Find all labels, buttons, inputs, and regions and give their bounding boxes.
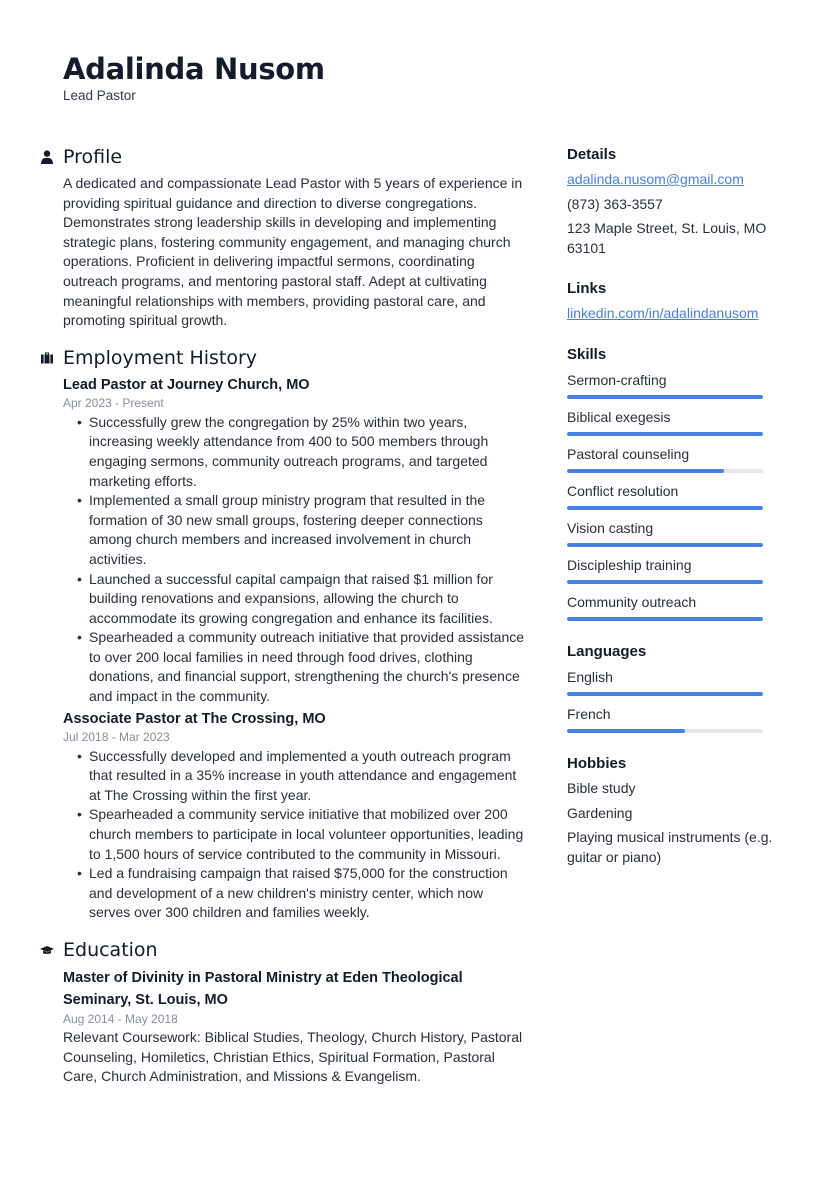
skill-label: Pastoral counseling: [567, 445, 690, 462]
skill-item: [567, 370, 782, 399]
briefcase-icon: [40, 351, 54, 365]
details-block: [567, 146, 782, 258]
skill-level-fill: [567, 543, 763, 547]
employment-heading: Employment History: [63, 346, 258, 369]
degree-date: Aug 2014 - May 2018: [63, 1012, 178, 1026]
skill-item: [567, 592, 782, 621]
languages-heading: Languages: [567, 642, 647, 660]
language-level-bar: [567, 692, 763, 696]
phone-number: (873) 363-3557: [567, 195, 663, 212]
job-date: Jul 2018 - Mar 2023: [63, 729, 170, 744]
language-level-bar: [567, 729, 763, 733]
language-item: [567, 667, 782, 696]
hobby-item: Gardening: [567, 804, 633, 821]
language-level-fill: [567, 729, 685, 733]
skill-level-bar: [567, 543, 763, 547]
languages-block: [567, 643, 782, 733]
job-date: Apr 2023 - Present: [63, 395, 164, 410]
job-bullet: • Implemented a small group ministry program that resulted in the formation of 30 new small groups, fostering deeper connections among church members and increased involvement in church activities.: [77, 491, 525, 569]
skill-label: Discipleship training: [567, 556, 692, 573]
skill-level-bar: [567, 432, 763, 436]
job-entry: [63, 375, 525, 707]
skill-level-fill: [567, 395, 763, 399]
skill-level-bar: [567, 617, 763, 621]
graduation-cap-icon: [40, 943, 54, 957]
skill-label: Biblical exegesis: [567, 408, 671, 425]
skill-level-fill: [567, 580, 763, 584]
profile-heading: Profile: [63, 146, 123, 168]
employment-section: [40, 347, 525, 923]
skill-item: [567, 444, 782, 473]
email-link[interactable]: adalinda.nusom@gmail.com: [567, 171, 744, 187]
language-label: French: [567, 705, 611, 722]
skill-label: Sermon-crafting: [567, 371, 667, 388]
skill-item: [567, 481, 782, 510]
job-bullet: • Successfully developed and implemented a youth outreach program that resulted in a 35% increase in youth attendance and engagement at The Crossing within the first year.: [77, 747, 525, 806]
hobby-item: Playing musical instruments (e.g. guitar or piano): [567, 829, 773, 865]
skill-level-bar: [567, 469, 763, 473]
job-bullet: • Launched a successful capital campaign that raised $1 million for building renovations and expansions, allowing the church to accommodate its growing congregation and enhance its facilities.: [77, 570, 525, 629]
skill-level-fill: [567, 617, 763, 621]
candidate-role: Lead Pastor: [63, 88, 136, 103]
skill-label: Conflict resolution: [567, 482, 679, 499]
education-heading: Education: [63, 939, 158, 961]
skills-heading: Skills: [567, 345, 607, 363]
coursework: Relevant Coursework: Biblical Studies, Theology, Church History, Pastoral Counseling, Homiletics, Christian Ethics, Spiritual Formation, Pastoral Care, Church Administration, and Missions & Evangelism.: [63, 1029, 523, 1085]
job-bullet: • Spearheaded a community service initiative that mobilized over 200 church members to participate in local volunteer opportunities, leading to 1,500 hours of service contributed to the community in Missouri.: [77, 805, 525, 864]
language-label: English: [567, 668, 613, 685]
skill-level-fill: [567, 506, 763, 510]
skill-item: [567, 518, 782, 547]
profile-section: [40, 146, 525, 331]
job-bullet: • Spearheaded a community outreach initiative that provided assistance to over 200 local families in need through food drives, clothing donations, and financial support, strengthening the church's presence and impact in the community.: [77, 628, 525, 706]
degree-title: Master of Divinity in Pastoral Ministry at Eden Theological Seminary, St. Louis, MO: [63, 970, 463, 1008]
hobbies-heading: Hobbies: [567, 754, 627, 772]
profile-summary: A dedicated and compassionate Lead Pastor with 5 years of experience in providing spiritual guidance and direction to diverse congregations. Demonstrates strong leadership skills in developing and implementing strategic plans, fostering community engagement, and managing church operations. Proficient in delivering impactful sermons, coordinating outreach programs, and mentoring pastoral staff. Adept at cultivating meaningful relationships with members, providing pastoral care, and promoting spiritual growth.: [63, 175, 523, 329]
links-block: [567, 280, 782, 324]
skill-level-fill: [567, 469, 724, 473]
skill-level-bar: [567, 395, 763, 399]
language-level-fill: [567, 692, 763, 696]
resume-header: [63, 52, 325, 103]
address: 123 Maple Street, St. Louis, MO 63101: [567, 220, 767, 256]
linkedin-link[interactable]: linkedin.com/in/adalindanusom: [567, 305, 759, 322]
skills-block: [567, 346, 782, 621]
skill-label: Vision casting: [567, 519, 654, 536]
skill-item: [567, 407, 782, 436]
hobbies-block: [567, 755, 782, 867]
language-item: [567, 704, 782, 733]
links-heading: Links: [567, 280, 607, 298]
skill-label: Community outreach: [567, 593, 697, 610]
skill-level-fill: [567, 432, 763, 436]
job-title: Associate Pastor at The Crossing, MO: [63, 710, 326, 727]
sidebar: [567, 146, 782, 889]
job-entry: [63, 709, 525, 923]
skill-level-bar: [567, 580, 763, 584]
main-column: [40, 146, 525, 1103]
person-icon: [40, 150, 54, 164]
job-bullet: • Successfully grew the congregation by 25% within two years, increasing weekly attendance from 400 to 500 members through engaging sermons, community outreach programs, and targeted marketing efforts.: [77, 413, 525, 491]
job-bullet: • Led a fundraising campaign that raised $75,000 for the construction and development of a new children's ministry center, which now serves over 300 children and families weekly.: [77, 864, 525, 923]
details-heading: Details: [567, 146, 617, 163]
hobby-item: Bible study: [567, 779, 636, 796]
skill-item: [567, 555, 782, 584]
candidate-name: Adalinda Nusom: [63, 52, 325, 86]
education-section: [40, 939, 525, 1087]
skill-level-bar: [567, 506, 763, 510]
job-title: Lead Pastor at Journey Church, MO: [63, 376, 310, 393]
